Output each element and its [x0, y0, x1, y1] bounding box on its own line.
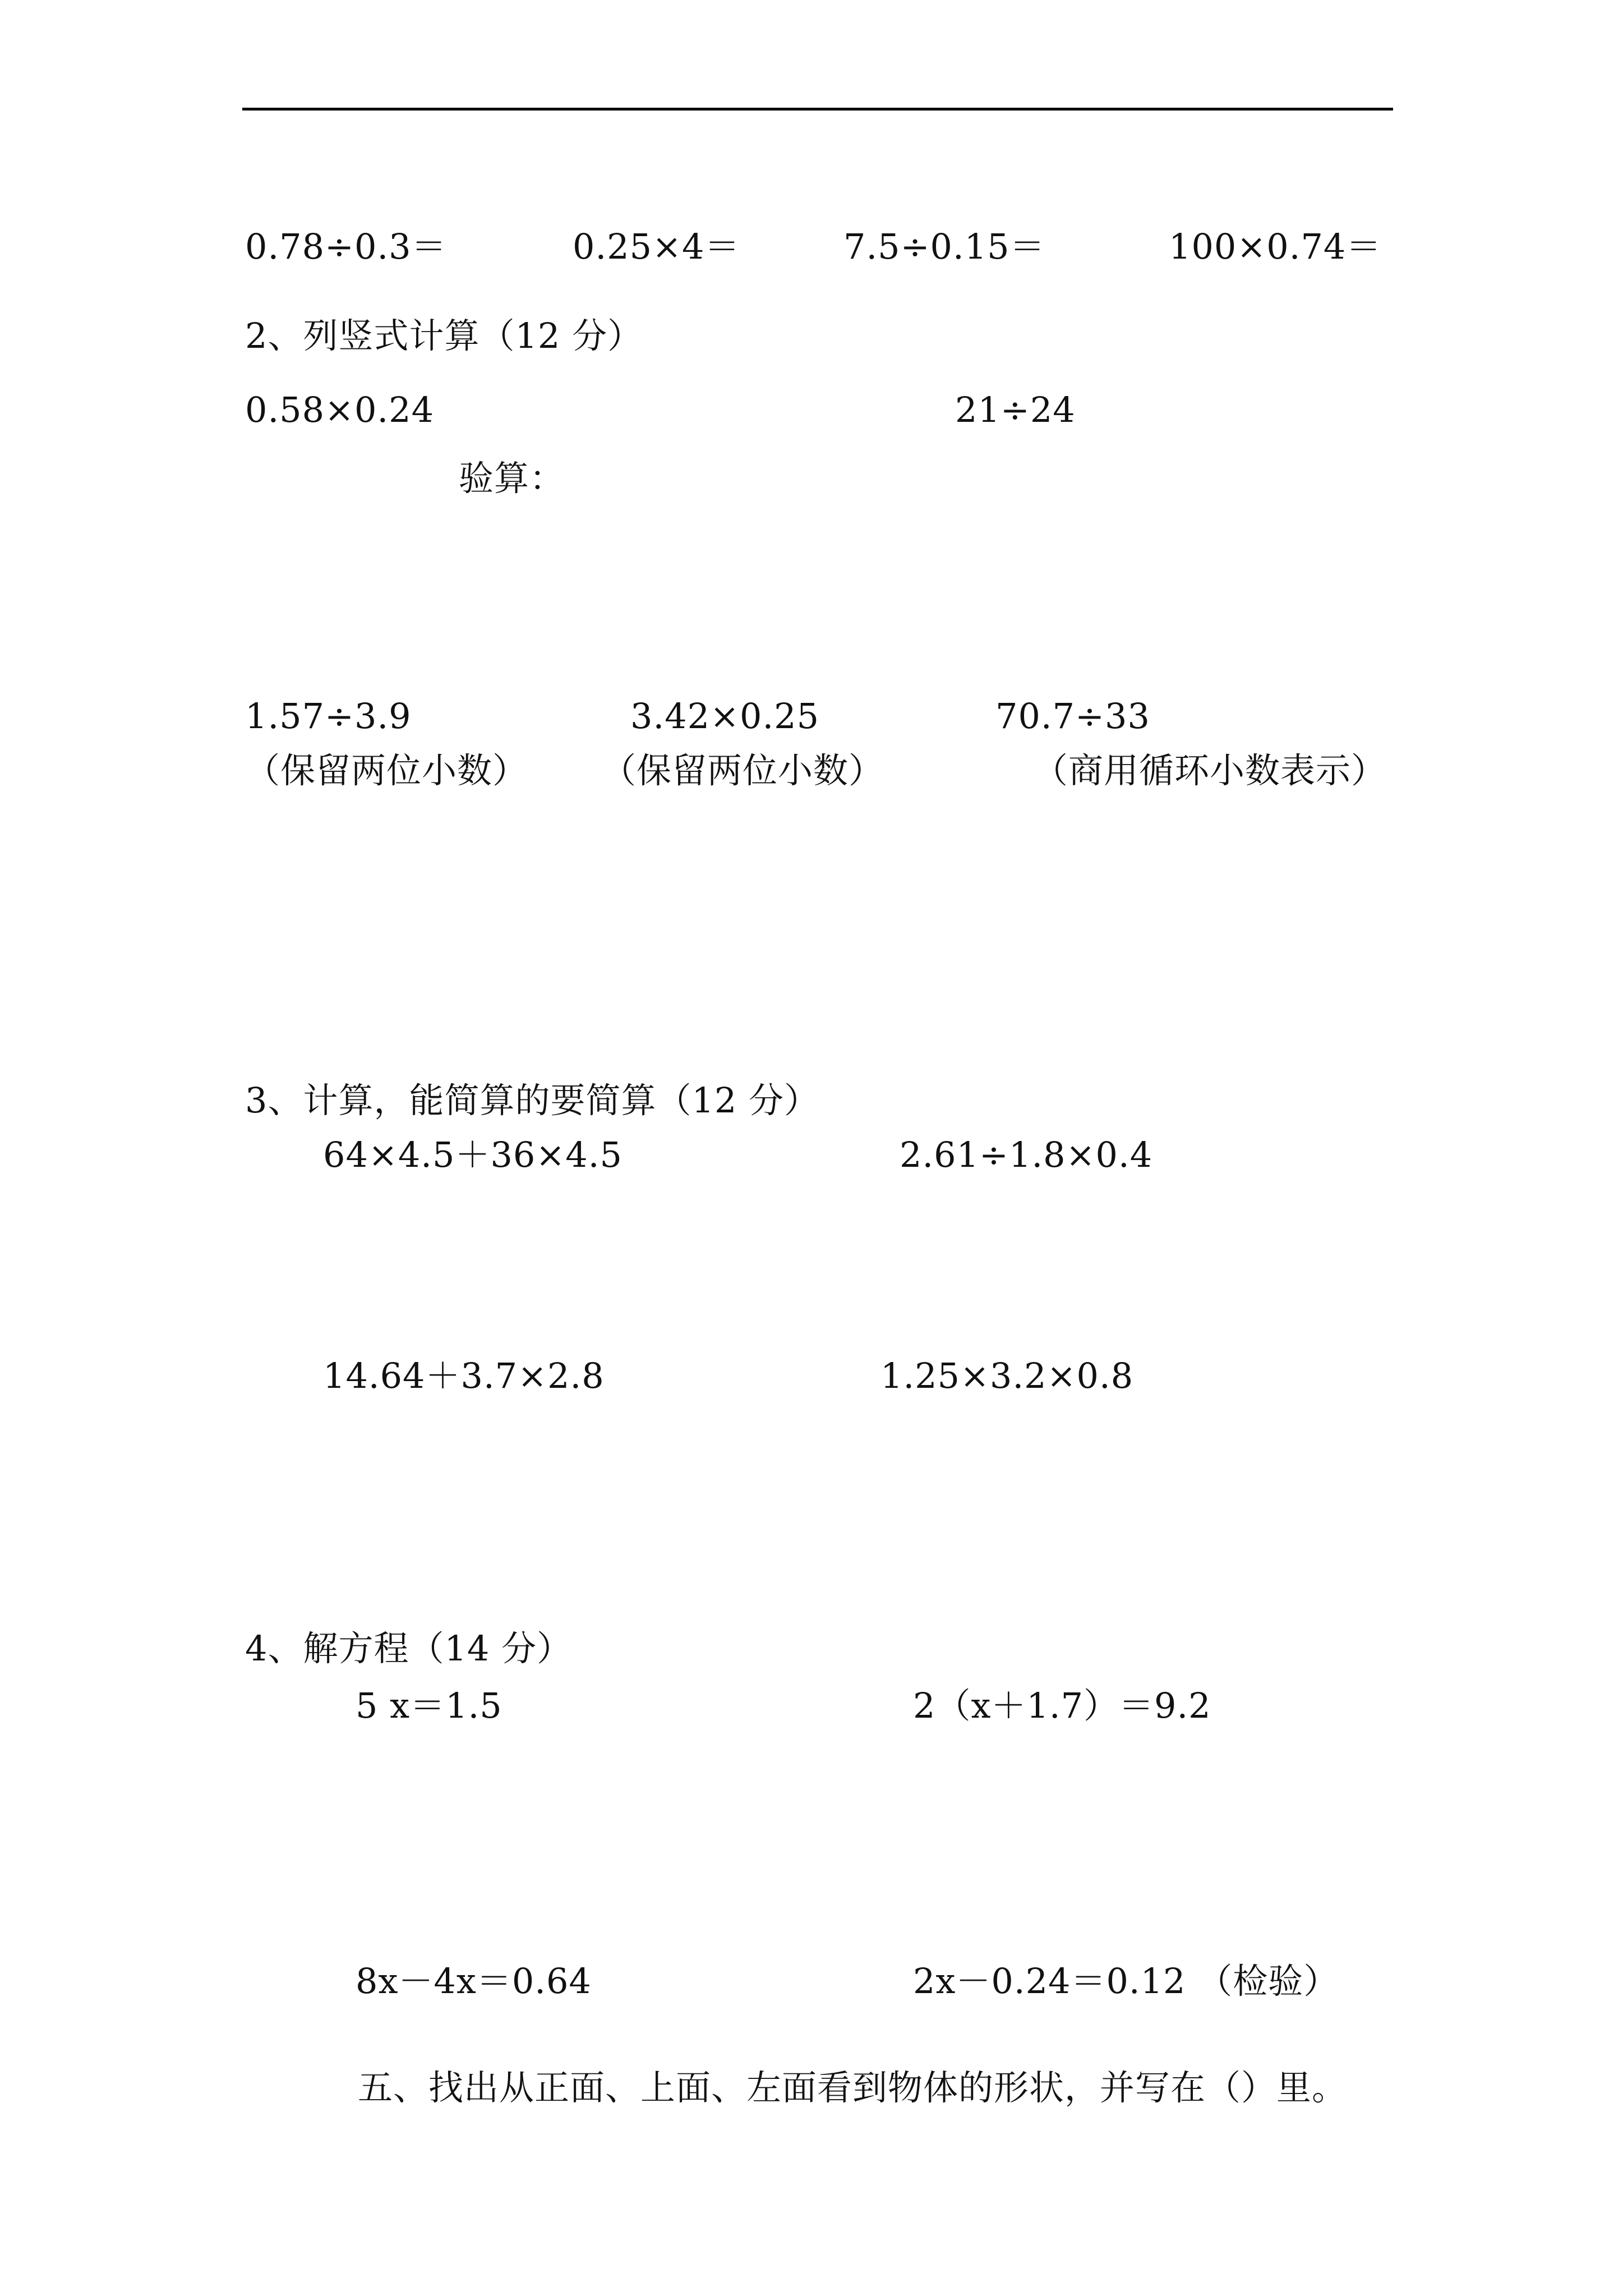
equation-3: 8x－4x＝0.64: [356, 1961, 592, 2001]
simplify-calc-4: 1.25×3.2×0.8: [880, 1355, 1134, 1396]
section-5-heading: 五、找出从正面、上面、左面看到物体的形状，并写在（）里。: [358, 2067, 1348, 2108]
section-4-heading: 4、解方程（14 分）: [245, 1628, 573, 1669]
simplify-calc-3: 14.64＋3.7×2.8: [323, 1355, 605, 1396]
vertical-calc-3: 1.57÷3.9: [245, 696, 412, 737]
header-rule: [242, 108, 1393, 111]
simplify-calc-2: 2.61÷1.8×0.4: [900, 1134, 1153, 1175]
problem-7-5-div-0-15: 7.5÷0.15＝: [843, 226, 1045, 267]
equation-1: 5 x＝1.5: [356, 1685, 502, 1726]
check-label: 验算：: [459, 458, 565, 499]
equation-4-with-check: 2x－0.24＝0.12 （检验）: [913, 1961, 1339, 2001]
problem-0-25-times-4: 0.25×4＝: [573, 226, 740, 267]
note-round-two-places-1: （保留两位小数）: [245, 750, 528, 791]
equation-2: 2（x＋1.7）＝9.2: [913, 1685, 1211, 1726]
vertical-calc-1: 0.58×0.24: [245, 389, 435, 430]
vertical-calc-4: 3.42×0.25: [630, 696, 820, 737]
problem-0-78-div-0-3: 0.78÷0.3＝: [245, 226, 447, 267]
vertical-calc-2: 21÷24: [955, 389, 1076, 430]
note-round-two-places-2: （保留两位小数）: [601, 750, 884, 791]
note-repeating-decimal: （商用循环小数表示）: [1033, 750, 1387, 791]
problem-100-times-0-74: 100×0.74＝: [1169, 226, 1382, 267]
simplify-calc-1: 64×4.5＋36×4.5: [323, 1134, 623, 1175]
section-2-heading: 2、列竖式计算（12 分）: [245, 315, 643, 356]
section-3-heading: 3、计算，能简算的要简算（12 分）: [245, 1080, 820, 1121]
vertical-calc-5: 70.7÷33: [995, 696, 1150, 737]
